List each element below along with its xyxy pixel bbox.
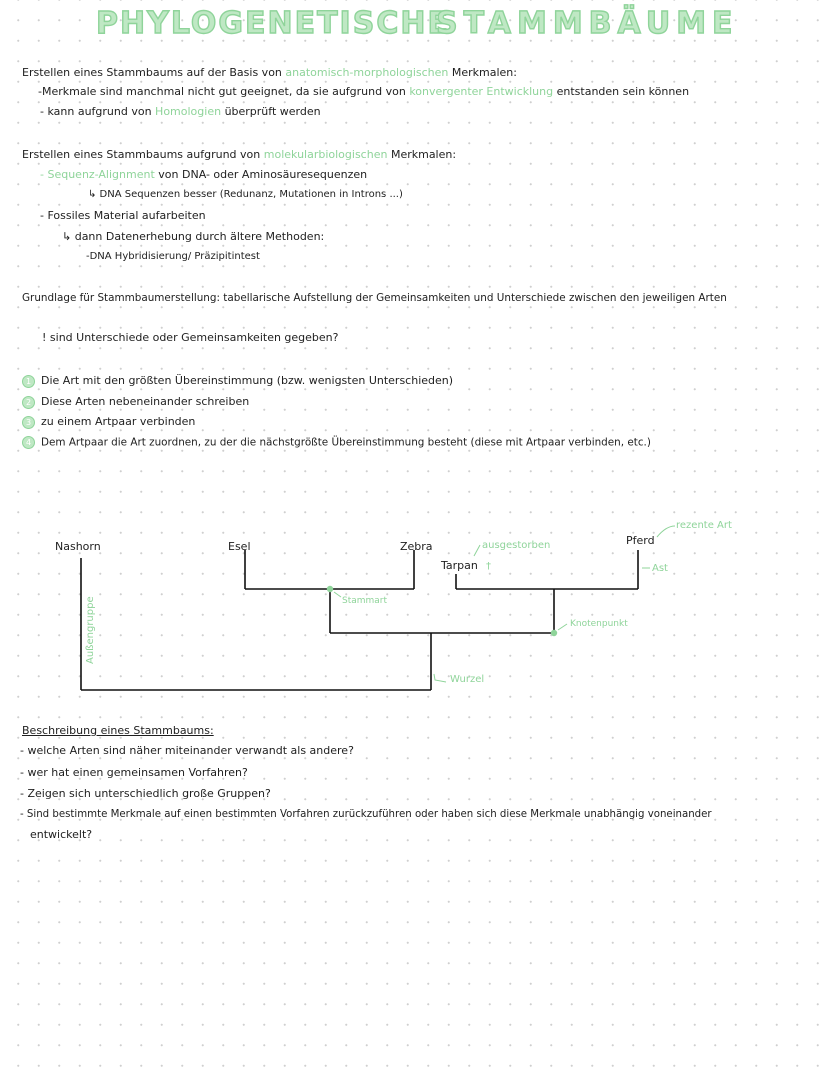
phylogenetic-tree [0, 500, 828, 700]
section1-bullet-2 [40, 105, 321, 118]
title-word-1: PHYLOGENETISCHE [96, 6, 450, 41]
step-3 [22, 415, 195, 429]
wurzel-pointer [434, 674, 446, 682]
step-4 [22, 436, 651, 450]
section2-intro [22, 148, 456, 161]
knotenpunkt-node [551, 630, 557, 636]
text: entstanden sein können [556, 85, 690, 98]
section1-intro [22, 66, 517, 79]
label-rezente-art: rezente Art [676, 520, 732, 531]
extinct-dagger: † [486, 561, 491, 572]
description-item-3: - Zeigen sich unterschiedlich große Gruppen? [20, 787, 271, 800]
text: Erstellen eines Stammbaums aufgrund von [22, 148, 261, 161]
page-title [96, 6, 739, 46]
section2-bullet-2: - Fossiles Material aufarbeiten [40, 209, 206, 222]
section1-bullet-1 [38, 85, 689, 98]
knotenpunkt-pointer [558, 624, 567, 630]
description-item-4: - Sind bestimmte Merkmale auf einen bestimmten Vorfahren zurückzuführen oder haben sich diese Merkmale unabhängig voneinander [20, 809, 712, 820]
step-2 [22, 395, 249, 409]
section2-bullet-2-sub2: -DNA Hybridisierung/ Präzipitintest [86, 251, 260, 262]
label-knotenpunkt: Knotenpunkt [570, 619, 628, 629]
label-ast: Ast [652, 563, 668, 574]
step-number: 4 [22, 436, 35, 449]
section2-bullet-2-sub: ↳ dann Datenerhebung durch ältere Methoden: [62, 230, 325, 243]
species-tarpan: Tarpan [441, 559, 478, 572]
description-item-1: - welche Arten sind näher miteinander verwandt als andere? [20, 744, 354, 757]
section2-bullet-1-sub: ↳ DNA Sequenzen besser (Redunanz, Mutationen in Introns ...) [88, 189, 403, 200]
text: Merkmalen: [451, 66, 517, 79]
rezente-pointer [657, 526, 675, 537]
text: - kann aufgrund von [40, 105, 152, 118]
text: überprüft werden [224, 105, 321, 118]
step-text: Dem Artpaar die Art zuordnen, zu der die nächstgrößte Übereinstimmung besteht (diese mit Artpaar verbinden, etc.) [41, 436, 651, 449]
label-stammart: Stammart [342, 596, 388, 606]
grundlage-text: Grundlage für Stammbaumerstellung: tabellarische Aufstellung der Gemeinsamkeiten und Unterschiede zwischen den jeweiligen Arten [22, 292, 727, 304]
description-item-2: - wer hat einen gemeinsamen Vorfahren? [20, 766, 248, 779]
step-text: Die Art mit den größten Übereinstimmung (bzw. wenigsten Unterschieden) [41, 374, 454, 387]
text: von DNA- oder Aminosäuresequenzen [158, 168, 368, 181]
section2-bullet-1 [40, 168, 367, 181]
ausgestorben-pointer [474, 545, 480, 556]
text: Merkmalen: [390, 148, 457, 161]
tree-lines [81, 550, 638, 690]
title-word-2: STAMMBÄUME [436, 6, 739, 41]
step-number: 3 [22, 416, 35, 429]
species-pferd: Pferd [626, 534, 655, 547]
species-zebra: Zebra [400, 540, 433, 553]
highlight: Homologien [155, 105, 222, 118]
text: -Merkmale sind manchmal nicht gut geeignet, da sie aufgrund von [38, 85, 406, 98]
label-wurzel: Wurzel [450, 674, 485, 685]
stammart-node [327, 586, 333, 592]
text: Erstellen eines Stammbaums auf der Basis von [22, 66, 282, 79]
highlight: - Sequenz-Alignment [40, 168, 155, 181]
highlight: molekularbiologischen [263, 148, 388, 161]
step-number: 1 [22, 375, 35, 388]
label-ausgestorben: ausgestorben [482, 540, 551, 551]
step-text: zu einem Artpaar verbinden [41, 415, 196, 428]
description-item-4-cont: entwickelt? [30, 828, 93, 841]
step-text: Diese Arten nebeneinander schreiben [41, 395, 250, 408]
step-number: 2 [22, 396, 35, 409]
stammart-pointer [334, 592, 341, 597]
species-esel: Esel [228, 540, 251, 553]
question-text: ! sind Unterschiede oder Gemeinsamkeiten gegeben? [42, 331, 339, 344]
step-1 [22, 374, 453, 388]
label-aussengruppe: Außengruppe [85, 596, 96, 664]
highlight: konvergenter Entwicklung [409, 85, 554, 98]
highlight: anatomisch-morphologischen [285, 66, 449, 79]
species-nashorn: Nashorn [55, 540, 101, 553]
description-heading: Beschreibung eines Stammbaums: [22, 724, 214, 737]
